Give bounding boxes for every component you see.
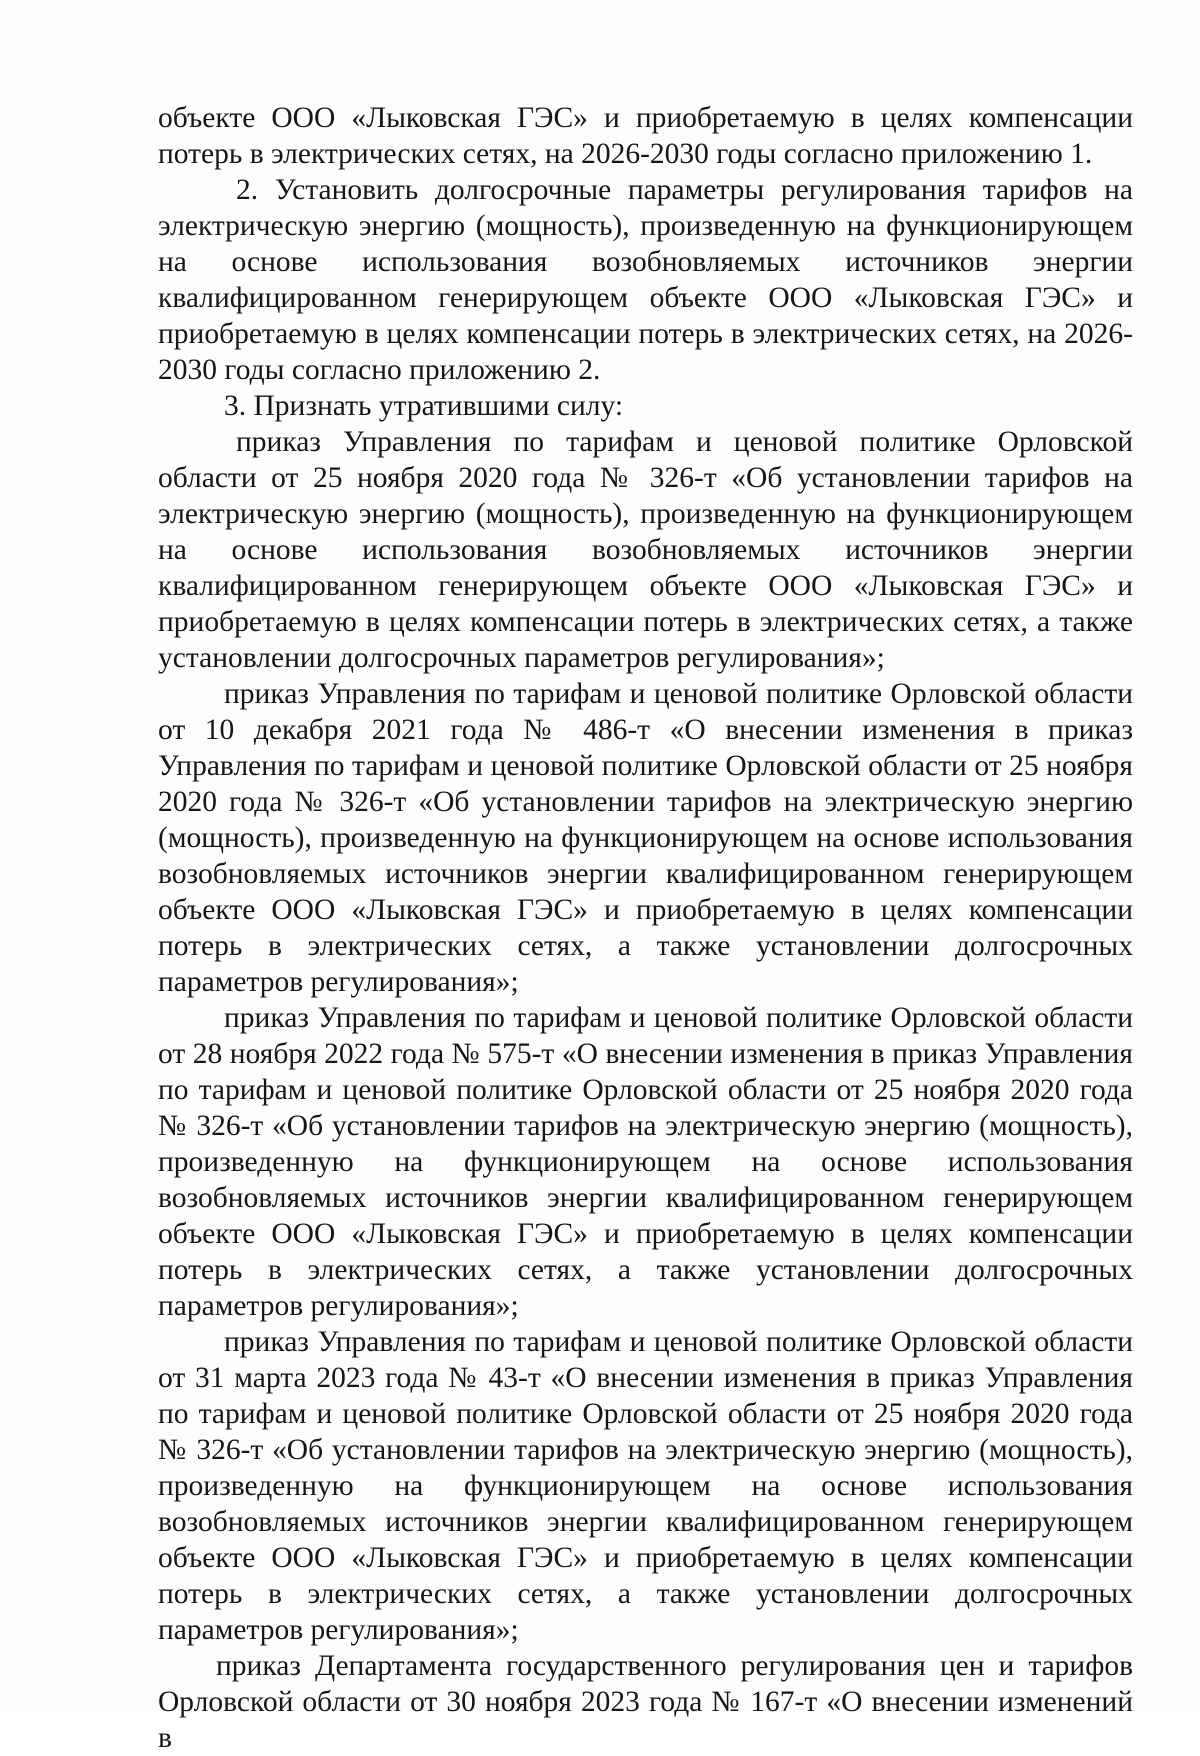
paragraph-repealed-order-43: приказ Управления по тарифам и ценовой политике Орловской области от 31 марта 2023 года № 43-т «О внесении изменения в приказ Управления по тарифам и ценовой политике Орловской области от 25 ноября 2020 года № 326-т «Об установлении тарифов на электрическую энергию (мощность), произведенную на функционирующем на основе использования возобновляемых источников энергии квалифицированном генерирующем объекте ООО «Лыковская ГЭС» и приобретаемую в целях компенсации потерь в электрических сетях, а также установлении долгосрочных параметров регулирования»; [158, 1326, 1133, 1646]
paragraph-repealed-order-167: приказ Департамента государственного регулирования цен и тарифов Орловской области от 30 ноября 2023 года № 167-т «О внесении изменений в [158, 1650, 1133, 1754]
document-body [158, 100, 1133, 1756]
paragraph-continuation: объекте ООО «Лыковская ГЭС» и приобретаемую в целях компенсации потерь в электрических сетях, на 2026-2030 годы согласно приложению 1. [158, 102, 1133, 170]
paragraph-item-3: 3. Признать утратившими силу: [224, 390, 624, 422]
paragraph-repealed-order-486: приказ Управления по тарифам и ценовой политике Орловской области от 10 декабря 2021 года № 486-т «О внесении изменения в приказ Управления по тарифам и ценовой политике Орловской области от 25 ноября 2020 года № 326-т «Об установлении тарифов на электрическую энергию (мощность), произведенную на функционирующем на основе использования возобновляемых источников энергии квалифицированном генерирующем объекте ООО «Лыковская ГЭС» и приобретаемую в целях компенсации потерь в электрических сетях, а также установлении долгосрочных параметров регулирования»; [158, 678, 1133, 998]
paragraph-repealed-order-326: приказ Управления по тарифам и ценовой политике Орловской области от 25 ноября 2020 года № 326-т «Об установлении тарифов на электрическую энергию (мощность), произведенную на функционирующем на основе использования возобновляемых источников энергии квалифицированном генерирующем объекте ООО «Лыковская ГЭС» и приобретаемую в целях компенсации потерь в электрических сетях, а также установлении долгосрочных параметров регулирования»; [158, 426, 1133, 674]
paragraph-repealed-order-575: приказ Управления по тарифам и ценовой политике Орловской области от 28 ноября 2022 года № 575-т «О внесении изменения в приказ Управления по тарифам и ценовой политике Орловской области от 25 ноября 2020 года № 326-т «Об установлении тарифов на электрическую энергию (мощность), произведенную на функционирующем на основе использования возобновляемых источников энергии квалифицированном генерирующем объекте ООО «Лыковская ГЭС» и приобретаемую в целях компенсации потерь в электрических сетях, а также установлении долгосрочных параметров регулирования»; [158, 1002, 1133, 1322]
paragraph-item-2: 2. Установить долгосрочные параметры регулирования тарифов на электрическую энергию (мощность), произведенную на функционирующем на основе использования возобновляемых источников энергии квалифицированном генерирующем объекте ООО «Лыковская ГЭС» и приобретаемую в целях компенсации потерь в электрических сетях, на 2026-2030 годы согласно приложению 2. [158, 174, 1133, 386]
